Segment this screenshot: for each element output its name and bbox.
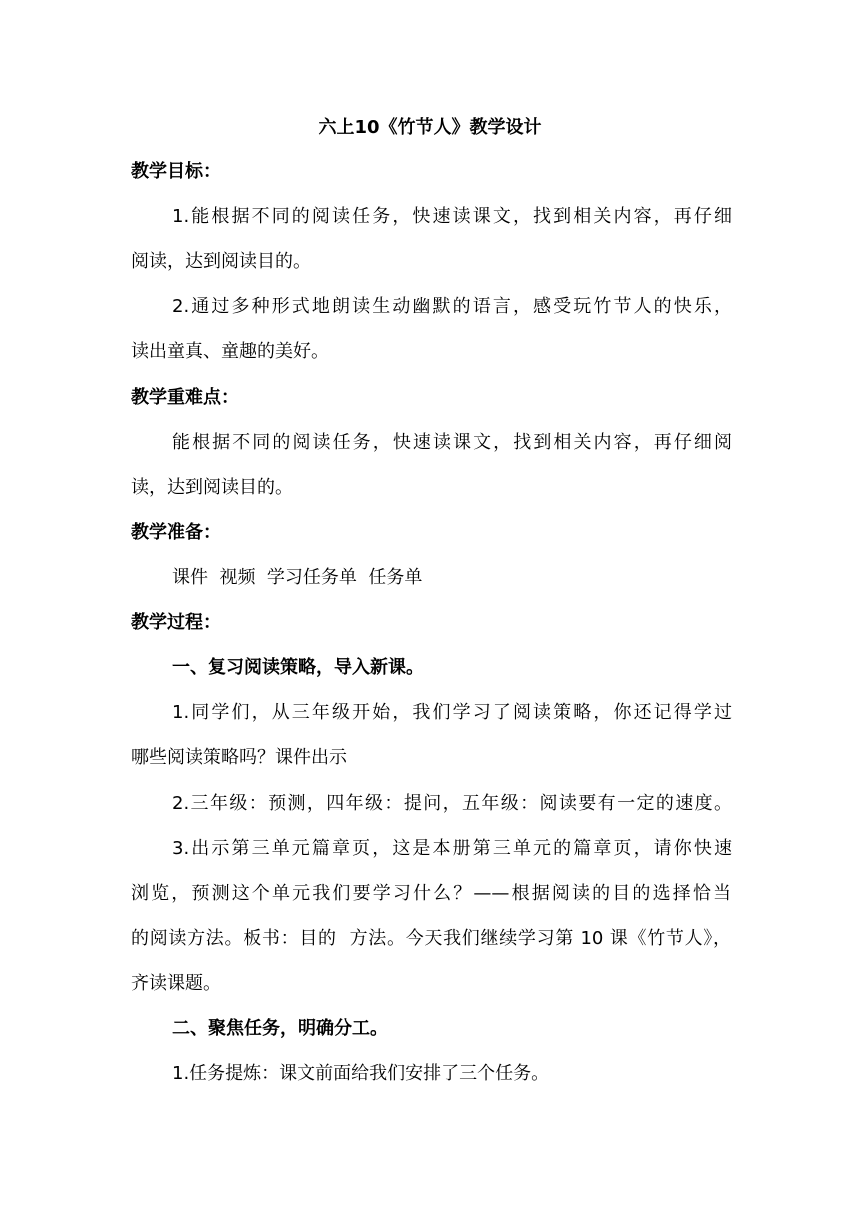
document-title: 六上10《竹节人》教学设计: [318, 117, 542, 138]
section-1-heading: 一、复习阅读策略，导入新课。: [172, 657, 424, 678]
section-1-paragraph-1-line-1: 1.同学们，从三年级开始，我们学习了阅读策略，你还记得学过: [172, 702, 732, 723]
key-points-line-2: 读，达到阅读目的。: [131, 477, 293, 498]
objective-1-line-1: 1.能根据不同的阅读任务，快速读课文，找到相关内容，再仔细: [172, 206, 732, 227]
section-1-paragraph-3-line-1: 3.出示第三单元篇章页，这是本册第三单元的篇章页，请你快速: [172, 838, 732, 859]
objective-1-line-2: 阅读，达到阅读目的。: [131, 251, 311, 272]
section-1-paragraph-1-line-2: 哪些阅读策略吗？课件出示: [131, 747, 347, 768]
objective-2-line-2: 读出童真、童趣的美好。: [131, 341, 329, 362]
objective-2-line-1: 2.通过多种形式地朗读生动幽默的语言，感受玩竹节人的快乐，: [172, 296, 732, 317]
objectives-heading: 教学目标：: [131, 161, 221, 182]
section-1-paragraph-2: 2.三年级：预测，四年级：提问，五年级：阅读要有一定的速度。: [172, 793, 732, 814]
section-1-paragraph-3-line-3: 的阅读方法。板书：目的 方法。今天我们继续学习第 10 课《竹节人》，: [131, 928, 731, 949]
key-points-line-1: 能根据不同的阅读任务，快速读课文，找到相关内容，再仔细阅: [172, 432, 732, 453]
preparation-heading: 教学准备：: [131, 522, 221, 543]
section-2-paragraph-1: 1.任务提炼：课文前面给我们安排了三个任务。: [172, 1063, 550, 1084]
preparation-items: 课件 视频 学习任务单 任务单: [172, 567, 423, 588]
key-points-heading: 教学重难点：: [131, 387, 239, 408]
process-heading: 教学过程：: [131, 612, 221, 633]
section-1-paragraph-3-line-4: 齐读课题。: [131, 973, 221, 994]
section-2-heading: 二、聚焦任务，明确分工。: [172, 1018, 388, 1039]
section-1-paragraph-3-line-2: 浏览，预测这个单元我们要学习什么？——根据阅读的目的选择恰当: [131, 883, 731, 904]
